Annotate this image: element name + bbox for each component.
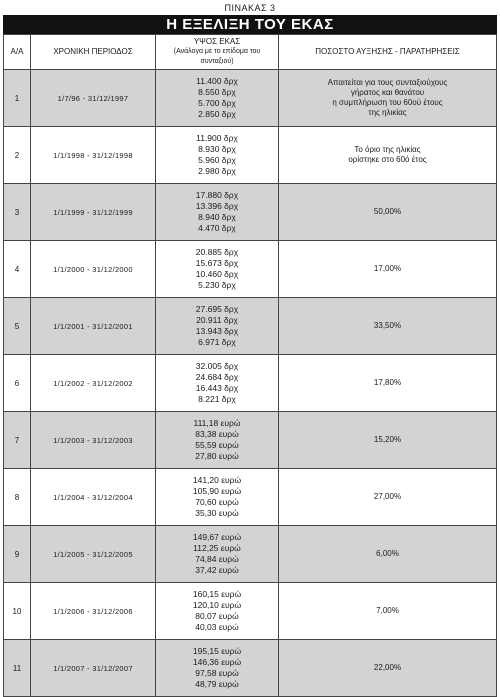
table-row — [4, 184, 497, 241]
pct-text: ορίστηκε στο 60ό έτος — [348, 155, 427, 164]
row-aa: 5 — [4, 298, 31, 355]
pct-text: 50,00% — [373, 207, 402, 216]
row-pct — [279, 526, 497, 583]
pct-text: 17,00% — [373, 264, 402, 273]
pct-text: της ηλικίας — [368, 108, 407, 117]
amount-value: 15.673 δρχ — [195, 258, 239, 268]
row-aa: 6 — [4, 355, 31, 412]
amount-value: 74,84 ευρώ — [195, 554, 239, 564]
amount-value: 120,10 ευρώ — [192, 600, 242, 610]
amount-value: 5.960 δρχ — [198, 155, 236, 165]
pct-text: Το όριο της ηλικίας — [354, 145, 421, 154]
table-body — [4, 70, 497, 697]
amount-value: 97,58 ευρώ — [195, 668, 239, 678]
header-aa: Α/Α — [4, 35, 31, 70]
pct-text: Απαιτείται για τους συνταξιούχους — [327, 78, 448, 87]
amount-value: 13.943 δρχ — [195, 326, 239, 336]
row-amounts — [156, 298, 279, 355]
row-aa: 10 — [4, 583, 31, 640]
amount-value: 4.470 δρχ — [198, 223, 236, 233]
row-pct — [279, 412, 497, 469]
amount-value: 6.971 δρχ — [198, 337, 236, 347]
row-aa: 7 — [4, 412, 31, 469]
row-amounts — [156, 70, 279, 127]
row-pct — [279, 298, 497, 355]
amount-value: 112,25 ευρώ — [193, 543, 241, 553]
table-title: Η ΕΞΕΛΙΞΗ ΤΟΥ ΕΚΑΣ — [3, 15, 497, 34]
row-period: 1/1/2002 - 31/12/2002 — [31, 355, 156, 412]
amount-value: 11.400 δρχ — [196, 76, 238, 86]
pct-text: η συμπλήρωση του 60ού έτους — [332, 98, 443, 107]
row-aa: 9 — [4, 526, 31, 583]
row-period: 1/1/1999 - 31/12/1999 — [31, 184, 156, 241]
table-row — [4, 640, 497, 697]
header-amount-sub: (Ανάλογα με το επίδομα του συνταξιού) — [173, 48, 261, 65]
amount-value: 146,36 ευρώ — [192, 657, 242, 667]
row-period: 1/7/96 - 31/12/1997 — [31, 70, 156, 127]
pct-text: 17,80% — [373, 378, 402, 387]
amount-value: 13.396 δρχ — [195, 201, 239, 211]
pct-text: 22,00% — [373, 663, 402, 672]
amount-value: 35,30 ευρώ — [195, 508, 239, 518]
amount-value: 32.005 δρχ — [195, 361, 239, 371]
row-period: 1/1/2001 - 31/12/2001 — [31, 298, 156, 355]
header-pct: ΠΟΣΟΣΤΟ ΑΥΞΗΣΗΣ - ΠΑΡΑΤΗΡΗΣΕΙΣ — [279, 35, 497, 70]
row-amounts — [156, 640, 279, 697]
amount-value: 8.221 δρχ — [198, 394, 236, 404]
row-period: 1/1/2003 - 31/12/2003 — [31, 412, 156, 469]
row-pct — [279, 469, 497, 526]
amount-value: 80,07 ευρώ — [195, 611, 239, 621]
amount-value: 5.700 δρχ — [198, 98, 236, 108]
table-row — [4, 469, 497, 526]
pct-text: 33,50% — [373, 321, 402, 330]
amount-value: 20.911 δρχ — [196, 315, 238, 325]
row-amounts — [156, 127, 279, 184]
amount-value: 27,80 ευρώ — [195, 451, 239, 461]
row-aa: 3 — [4, 184, 31, 241]
amount-value: 37,42 ευρώ — [195, 565, 239, 575]
amount-value: 16.443 δρχ — [195, 383, 239, 393]
row-period: 1/1/2005 - 31/12/2005 — [31, 526, 156, 583]
row-pct — [279, 70, 497, 127]
amount-value: 55,59 ευρώ — [195, 440, 239, 450]
header-amount — [156, 35, 279, 70]
pct-text: 27,00% — [373, 492, 402, 501]
amount-value: 8.940 δρχ — [198, 212, 236, 222]
amount-value: 20.885 δρχ — [195, 247, 239, 257]
row-aa: 11 — [4, 640, 31, 697]
amount-value: 48,79 ευρώ — [195, 679, 239, 689]
row-aa: 1 — [4, 70, 31, 127]
amount-value: 8.930 δρχ — [198, 144, 236, 154]
row-amounts — [156, 184, 279, 241]
row-pct — [279, 640, 497, 697]
row-pct — [279, 241, 497, 298]
table-row — [4, 412, 497, 469]
row-pct — [279, 355, 497, 412]
row-period: 1/1/2006 - 31/12/2006 — [31, 583, 156, 640]
row-period: 1/1/2004 - 31/12/2004 — [31, 469, 156, 526]
amount-value: 2.980 δρχ — [198, 166, 236, 176]
amount-value: 2.850 δρχ — [198, 109, 236, 119]
table-row — [4, 241, 497, 298]
row-period: 1/1/2007 - 31/12/2007 — [31, 640, 156, 697]
row-pct — [279, 184, 497, 241]
amount-value: 10.460 δρχ — [195, 269, 239, 279]
row-aa: 8 — [4, 469, 31, 526]
row-period: 1/1/1998 - 31/12/1998 — [31, 127, 156, 184]
table-row — [4, 526, 497, 583]
table-row — [4, 298, 497, 355]
table-row — [4, 583, 497, 640]
amount-value: 111,18 ευρώ — [193, 418, 241, 428]
pct-text: 6,00% — [376, 549, 399, 558]
row-amounts — [156, 469, 279, 526]
row-aa: 2 — [4, 127, 31, 184]
amount-value: 105,90 ευρώ — [192, 486, 242, 496]
amount-value: 141,20 ευρώ — [192, 475, 242, 485]
pct-text: 15,20% — [373, 435, 402, 444]
row-amounts — [156, 526, 279, 583]
table-caption: ΠΙΝΑΚΑΣ 3 — [224, 3, 276, 13]
amount-value: 70,60 ευρώ — [195, 497, 239, 507]
amount-value: 24.684 δρχ — [195, 372, 239, 382]
header-period: ΧΡΟΝΙΚΗ ΠΕΡΙΟΔΟΣ — [31, 35, 156, 70]
header-amount-label: ΥΨΟΣ ΕΚΑΣ — [193, 37, 241, 46]
row-aa: 4 — [4, 241, 31, 298]
pct-text: 7,00% — [376, 606, 399, 615]
row-amounts — [156, 241, 279, 298]
amount-value: 149,67 ευρώ — [192, 532, 242, 542]
amount-value: 83,38 ευρώ — [195, 429, 239, 439]
table-header-row — [4, 35, 497, 70]
amount-value: 17.880 δρχ — [195, 190, 239, 200]
pct-text: γήρατος και θανάτου — [350, 88, 425, 97]
row-amounts — [156, 583, 279, 640]
amount-value: 8.550 δρχ — [198, 87, 236, 97]
amount-value: 40,03 ευρώ — [195, 622, 239, 632]
ekas-table — [3, 34, 497, 697]
amount-value: 11.900 δρχ — [196, 133, 238, 143]
amount-value: 5.230 δρχ — [198, 280, 236, 290]
amount-value: 27.695 δρχ — [195, 304, 239, 314]
row-period: 1/1/2000 - 31/12/2000 — [31, 241, 156, 298]
row-pct — [279, 127, 497, 184]
table-row — [4, 355, 497, 412]
row-amounts — [156, 412, 279, 469]
row-amounts — [156, 355, 279, 412]
amount-value: 195,15 ευρώ — [192, 646, 242, 656]
row-pct — [279, 583, 497, 640]
table-row — [4, 70, 497, 127]
amount-value: 160,15 ευρώ — [192, 589, 242, 599]
table-row — [4, 127, 497, 184]
